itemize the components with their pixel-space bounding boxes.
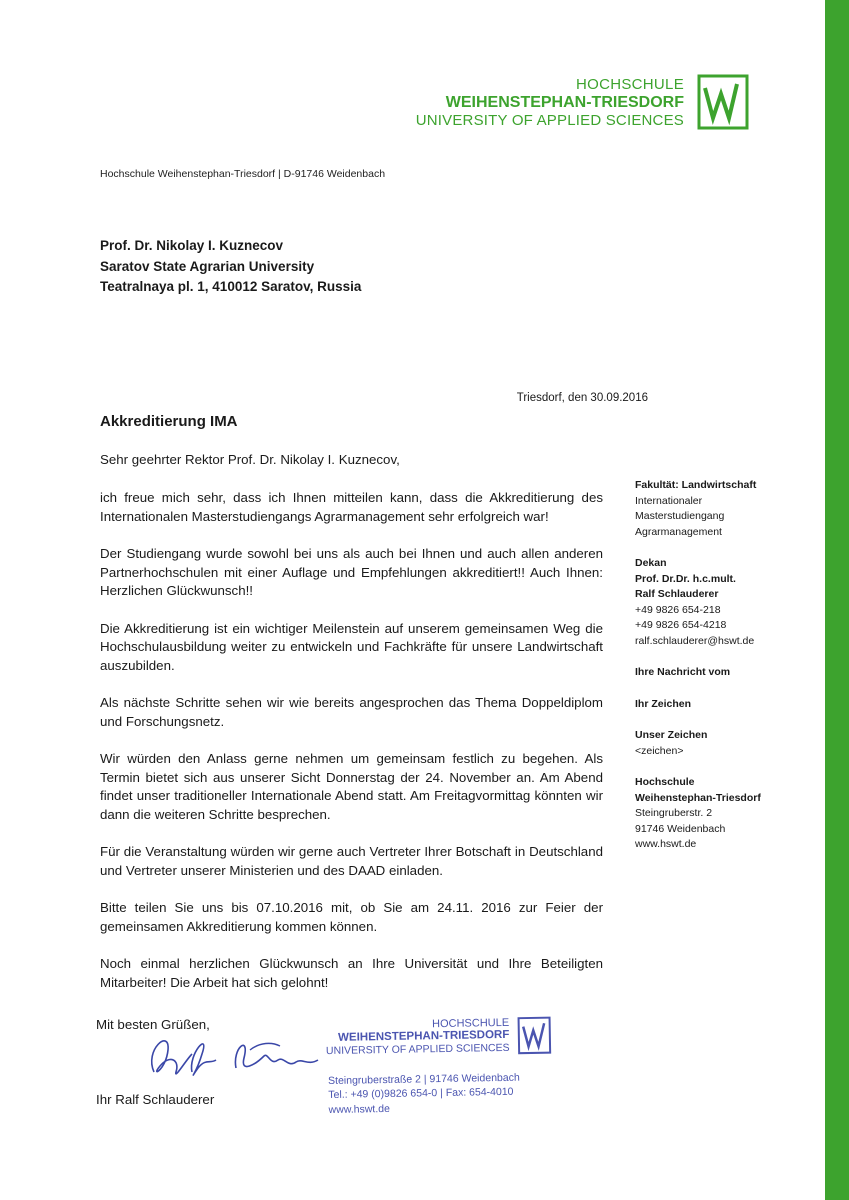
- info-sidebar: [635, 478, 815, 869]
- dean-block: [635, 556, 815, 649]
- dean-title: Prof. Dr.Dr. h.c.mult.: [635, 572, 736, 585]
- stamp-address: Steingruberstraße 2 | 91746 Weidenbach: [328, 1071, 520, 1088]
- ihre-nachricht-block: [635, 665, 815, 681]
- university-stamp: [324, 1014, 564, 1117]
- ihr-zeichen-label: Ihr Zeichen: [635, 697, 692, 710]
- body-paragraph: Die Akkreditierung ist ein wichtiger Meilenstein auf unserem gemeinsamen Weg die Hochschulausbildung weiter zu entwickeln und Fachkräfte für unsere Landwirtschaft auszubilden.: [100, 620, 603, 673]
- letter-subject: Akkreditierung IMA: [100, 413, 238, 430]
- logo-line-subtitle: UNIVERSITY OF APPLIED SCIENCES: [415, 112, 684, 129]
- dean-phone: +49 9826 654-218: [635, 603, 721, 616]
- stamp-logo-icon: [517, 1016, 552, 1055]
- ihr-zeichen-block: [635, 697, 815, 713]
- recipient-address: Teatralnaya pl. 1, 410012 Saratov, Russia: [100, 279, 362, 294]
- address-heading: Hochschule: [635, 776, 695, 788]
- faculty-line: Agrarmanagement: [635, 525, 722, 538]
- hswt-logo-icon: [697, 74, 749, 130]
- unser-zeichen-value: <zeichen>: [635, 744, 684, 757]
- stamp-line-name: WEIHENSTEPHAN-TRIESDORF: [338, 1028, 510, 1044]
- signer-name: Ihr Ralf Schlauderer: [96, 1092, 215, 1107]
- stamp-line-subtitle: UNIVERSITY OF APPLIED SCIENCES: [325, 1041, 510, 1058]
- faculty-block: [635, 478, 815, 540]
- body-paragraph: ich freue mich sehr, dass ich Ihnen mitteilen kann, dass die Akkreditierung des Internationalen Masterstudiengangs Agrarmanagement sehr erfolgreich war!: [100, 490, 603, 524]
- logo-line-hochschule: HOCHSCHULE: [575, 76, 684, 93]
- stamp-line-hochschule: HOCHSCHULE: [432, 1016, 510, 1031]
- university-address-block: [635, 775, 815, 853]
- body-paragraph: Noch einmal herzlichen Glückwunsch an Ihre Universität und Ihre Beteiligten Mitarbeiter! Die Arbeit hat sich gelohnt!: [100, 956, 603, 990]
- recipient-block: [100, 236, 361, 298]
- closing-greeting: Mit besten Grüßen,: [96, 1017, 210, 1032]
- dean-email: ralf.schlauderer@hswt.de: [635, 634, 755, 647]
- recipient-institution: Saratov State Agrarian University: [100, 258, 315, 274]
- letter-salutation: Sehr geehrter Rektor Prof. Dr. Nikolay I. Kuznecov,: [100, 452, 400, 467]
- unser-zeichen-label: Unser Zeichen: [635, 729, 708, 741]
- dean-name: Ralf Schlauderer: [635, 588, 719, 600]
- letter-date: Triesdorf, den 30.09.2016: [516, 392, 648, 404]
- address-city: 91746 Weidenbach: [635, 822, 726, 835]
- dean-fax: +49 9826 654-4218: [635, 619, 727, 631]
- sender-return-address: Hochschule Weihenstephan-Triesdorf | D-91746 Weidenbach: [100, 168, 386, 180]
- dean-heading: Dekan: [635, 557, 667, 569]
- address-web: www.hswt.de: [635, 838, 697, 850]
- stamp-web: www.hswt.de: [328, 1102, 391, 1117]
- body-paragraph: Bitte teilen Sie uns bis 07.10.2016 mit, ob Sie am 24.11. 2016 zur Feier der gemeinsamen Akkreditierung kommen können.: [100, 900, 603, 934]
- body-paragraph: Für die Veranstaltung würden wir gerne auch Vertreter Ihrer Botschaft in Deutschland und Vertreter unserer Ministerien und des DAAD einladen.: [100, 844, 603, 878]
- unser-zeichen-block: [635, 728, 815, 759]
- handwritten-signature: [140, 1020, 340, 1090]
- faculty-line: Internationaler: [635, 494, 703, 507]
- faculty-heading: Fakultät: Landwirtschaft: [635, 479, 757, 491]
- faculty-line: Masterstudiengang: [635, 510, 725, 522]
- university-logo-text: [400, 76, 684, 130]
- address-heading-name: Weihenstephan-Triesdorf: [635, 791, 761, 804]
- body-paragraph: Als nächste Schritte sehen wir wie bereits angesprochen das Thema Doppeldiplom und Forschungsnetz.: [100, 695, 603, 729]
- stamp-phone: Tel.: +49 (0)9826 654-0 | Fax: 654-4010: [328, 1085, 514, 1102]
- logo-line-name: WEIHENSTEPHAN-TRIESDORF: [445, 94, 684, 111]
- body-paragraph: Wir würden den Anlass gerne nehmen um gemeinsam festlich zu begehen. Als Termin bietet sich aus unserer Sicht Donnerstag der 24. November an. Am Abend findet unser traditioneller Internationale Abend statt. Am Freitagvormittag könnten wir dann die weiteren Schritte besprechen.: [100, 751, 603, 822]
- address-street: Steingruberstr. 2: [635, 807, 713, 819]
- letter-body: [100, 489, 603, 1011]
- recipient-name: Prof. Dr. Nikolay I. Kuznecov: [100, 238, 284, 253]
- body-paragraph: Der Studiengang wurde sowohl bei uns als auch bei Ihnen und auch allen anderen Partnerhochschulen mit einer Auflage und Empfehlungen akkreditiert!! Auch Ihnen: Herzlichen Glückwunsch!!: [100, 546, 603, 598]
- ihre-nachricht-label: Ihre Nachricht vom: [635, 666, 731, 678]
- green-side-bar: [825, 0, 849, 1200]
